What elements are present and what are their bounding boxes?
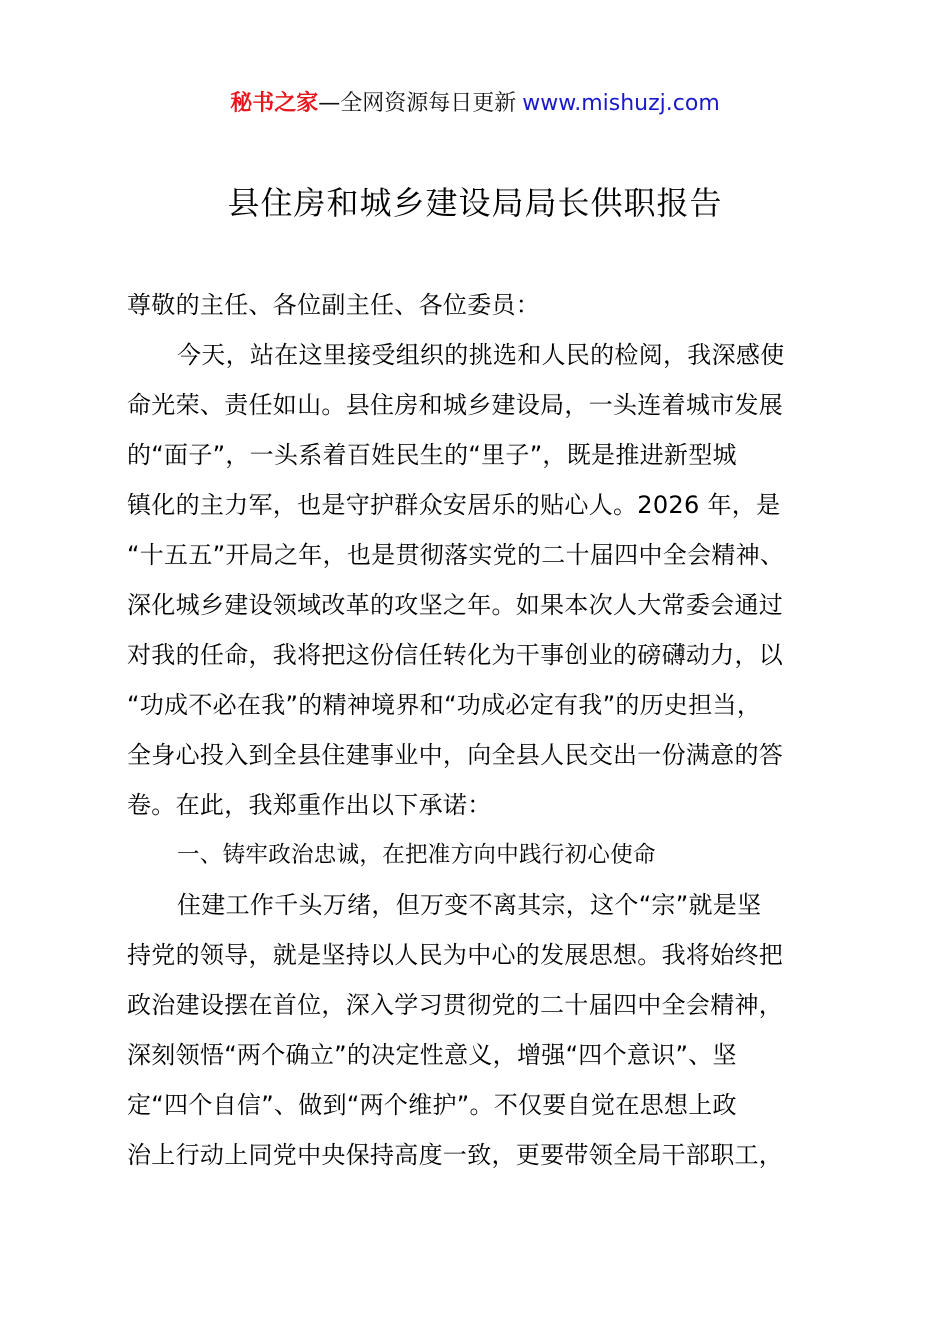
paragraph-line: “功成不必在我”的精神境界和“功成必定有我”的历史担当， [127,691,762,719]
paragraph-line: 镇化的主力军，也是守护群众安居乐的贴心人。2026 年，是 [127,491,781,519]
paragraph-line: “十五五”开局之年，也是贯彻落实党的二十届四中全会精神、 [127,541,785,569]
paragraph-line: 住建工作千头万绪，但万变不离其宗，这个“宗”就是坚 [177,891,762,919]
site-url-link[interactable]: www.mishuzj.com [522,91,720,116]
salutation: 尊敬的主任、各位副主任、各位委员： [127,291,541,319]
banner-slogan: —全网资源每日更新 [318,91,517,116]
paragraph-line: 的“面子”，一头系着百姓民生的“里子”，既是推进新型城 [127,441,737,469]
paragraph-line: 今天，站在这里接受组织的挑选和人民的检阅，我深感使 [177,341,785,369]
brand-name: 秘书之家 [230,91,319,116]
paragraph-line: 定“四个自信”、做到“两个维护”。不仅要自觉在思想上政 [127,1091,737,1119]
paragraph-line: 治上行动上同党中央保持高度一致，更要带领全局干部职工， [127,1141,784,1169]
document-title: 县住房和城乡建设局局长供职报告 [227,184,723,222]
paragraph-line: 政治建设摆在首位，深入学习贯彻党的二十届四中全会精神， [127,991,784,1019]
paragraph-line: 卷。在此，我郑重作出以下承诺： [127,791,492,819]
paragraph-line: 持党的领导，就是坚持以人民为中心的发展思想。我将始终把 [127,941,784,969]
paragraph-line: 全身心投入到全县住建事业中，向全县人民交出一份满意的答 [127,741,784,769]
paragraph-line: 深刻领悟“两个确立”的决定性意义，增强“四个意识”、坚 [127,1041,737,1069]
paragraph-line: 对我的任命，我将把这份信任转化为干事创业的磅礴动力，以 [127,641,784,669]
document-body [127,283,847,1183]
paragraph-line: 深化城乡建设领域改革的攻坚之年。如果本次人大常委会通过 [127,591,784,619]
site-banner [0,88,950,120]
paragraph-line: 命光荣、责任如山。县住房和城乡建设局，一头连着城市发展 [127,391,784,419]
section-heading: 一、铸牢政治忠诚，在把准方向中践行初心使命 [177,842,656,868]
